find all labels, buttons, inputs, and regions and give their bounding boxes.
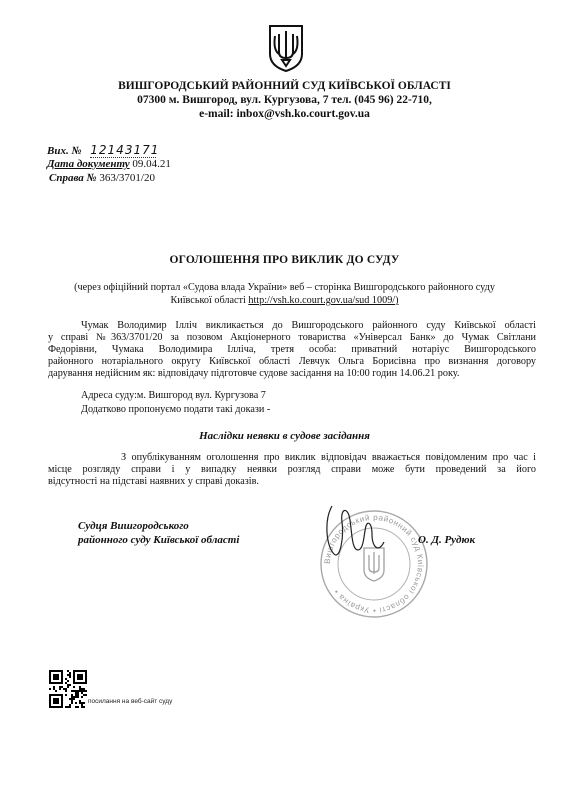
- qr-module: [77, 674, 83, 680]
- qr-module: [55, 690, 57, 692]
- court-name: ВИШГОРОДСЬКИЙ РАЙОННИЙ СУД КИЇВСЬКОЇ ОБЛАСТІ: [118, 80, 451, 92]
- body-line: районного нотаріального округу Київської області Левчук Ольга Борисівна про визнання договору: [48, 356, 536, 367]
- court-address-line: Адреса суду:м. Вишгород вул. Кургузова 7: [81, 390, 266, 401]
- judge-title-line-1: Судця Вишгородського: [78, 520, 189, 532]
- qr-module: [69, 676, 71, 678]
- qr-module: [67, 674, 69, 676]
- qr-module: [65, 682, 67, 684]
- qr-module: [69, 706, 71, 708]
- case-value: 363/3701/20: [99, 172, 155, 184]
- qr-module: [81, 688, 83, 690]
- case-number-row: [49, 172, 155, 185]
- qr-module: [79, 688, 81, 690]
- coat-of-arms-icon: [268, 24, 304, 72]
- qr-module: [49, 688, 51, 690]
- outgoing-number-row: [47, 143, 160, 158]
- court-email: e-mail: inbox@vsh.ko.court.gov.ua: [199, 108, 370, 120]
- qr-module: [53, 688, 55, 690]
- qr-module: [77, 690, 79, 692]
- outgoing-number: 12143171: [90, 143, 160, 157]
- qr-module: [67, 686, 69, 688]
- subtitle-line-2: [0, 295, 569, 307]
- consequences-paragraph: [48, 452, 536, 488]
- qr-module: [67, 670, 69, 672]
- qr-code[interactable]: [49, 670, 87, 708]
- qr-module: [59, 686, 61, 688]
- page-title: ОГОЛОШЕННЯ ПРО ВИКЛИК ДО СУДУ: [169, 254, 400, 266]
- qr-module: [73, 686, 75, 688]
- qr-module: [71, 690, 73, 692]
- summons-paragraph: [48, 320, 536, 380]
- body-line: Федорівни, Чумака Володимира Ілліча, третя особа: приватний нотаріус Вишгородського: [48, 344, 536, 355]
- qr-module: [75, 696, 77, 698]
- consequences-line: місце розгляду справи і у випадку неявки розгляд справи може бути проведений за його: [48, 464, 536, 475]
- qr-module: [71, 700, 73, 702]
- body-line: у справі №363/3701/20 за позовом Акціонерного товариства «Універсал Банк» до Чумак Світлани: [48, 332, 536, 343]
- date-value: 09.04.21: [132, 158, 171, 170]
- qr-module: [63, 688, 65, 690]
- qr-module: [81, 702, 83, 704]
- subtitle-line-1: (через офіційний портал «Судова влада України» веб – сторінка Вишгородського районного суду: [74, 282, 495, 293]
- court-website-link[interactable]: http://vsh.ko.court.gov.ua/sud 1009/): [248, 295, 399, 306]
- qr-module: [77, 692, 79, 694]
- qr-module: [65, 688, 67, 690]
- qr-module: [73, 698, 75, 700]
- qr-module: [83, 694, 85, 696]
- document-date-row: [47, 158, 171, 171]
- qr-module: [83, 702, 85, 704]
- evidence-line: Додатково пропонуємо подати такі докази -: [81, 404, 271, 415]
- qr-module: [83, 688, 85, 690]
- body-line: Чумак Володимир Ілліч викликається до Вишгородського районного суду Київської області: [81, 320, 536, 331]
- qr-module: [53, 674, 59, 680]
- qr-module: [81, 704, 83, 706]
- qr-module: [77, 694, 79, 696]
- handwritten-signature: [318, 498, 408, 568]
- qr-module: [71, 702, 73, 704]
- seal-ring-text: Вишгородський районний суд Київської області • Україна •: [322, 512, 426, 616]
- qr-module: [65, 678, 67, 680]
- qr-module: [81, 706, 83, 708]
- qr-module: [69, 704, 71, 706]
- consequences-line: З опублікуванням оголошення про виклик відповідач вважається повідомленим про час і: [121, 452, 536, 463]
- qr-module: [65, 694, 67, 696]
- qr-module: [71, 698, 73, 700]
- qr-module: [85, 694, 87, 696]
- qr-module: [53, 698, 59, 704]
- body-line: дарування недійсним як: відповідачу підготовче судове засідання на 10:00 годин 14.06.21 року.: [48, 368, 460, 379]
- qr-module: [81, 692, 83, 694]
- qr-module: [69, 698, 71, 700]
- qr-module: [75, 702, 77, 704]
- qr-module: [53, 686, 55, 688]
- qr-module: [79, 690, 81, 692]
- qr-module: [69, 674, 71, 676]
- qr-module: [67, 680, 69, 682]
- qr-module: [75, 692, 77, 694]
- outgoing-label: Вих. №: [47, 145, 82, 157]
- qr-module: [61, 686, 63, 688]
- qr-module: [75, 706, 77, 708]
- qr-module: [77, 696, 79, 698]
- judge-name: О. Д. Рудюк: [418, 534, 476, 546]
- case-label: Справа №: [49, 172, 97, 184]
- qr-module: [73, 696, 75, 698]
- qr-module: [65, 706, 67, 708]
- qr-module: [79, 700, 81, 702]
- qr-module: [83, 706, 85, 708]
- qr-module: [71, 694, 73, 696]
- qr-module: [81, 696, 83, 698]
- qr-module: [73, 690, 75, 692]
- court-address: 07300 м. Вишгород, вул. Кургузова, 7 тел. (045 96) 22-710,: [137, 94, 432, 106]
- consequences-line: відсутності на підставі наявних у справі доказів.: [48, 476, 259, 487]
- qr-module: [65, 690, 67, 692]
- qr-module: [67, 684, 69, 686]
- qr-module: [67, 706, 69, 708]
- qr-module: [69, 672, 71, 674]
- date-label: Дата документу: [47, 158, 130, 170]
- qr-module: [85, 690, 87, 692]
- qr-module: [79, 686, 81, 688]
- subtitle-prefix: Київської області: [170, 295, 249, 306]
- judge-title-line-2: районного суду Київської області: [78, 534, 240, 546]
- consequences-heading: Наслідки неявки в судове засідання: [199, 430, 370, 442]
- qr-module: [75, 690, 77, 692]
- qr-module: [81, 690, 83, 692]
- qr-module: [59, 688, 61, 690]
- qr-caption: посилання на веб-сайт суду: [88, 698, 173, 705]
- qr-module: [75, 694, 77, 696]
- qr-module: [79, 702, 81, 704]
- qr-module: [71, 696, 73, 698]
- qr-module: [69, 684, 71, 686]
- qr-module: [83, 690, 85, 692]
- qr-module: [77, 706, 79, 708]
